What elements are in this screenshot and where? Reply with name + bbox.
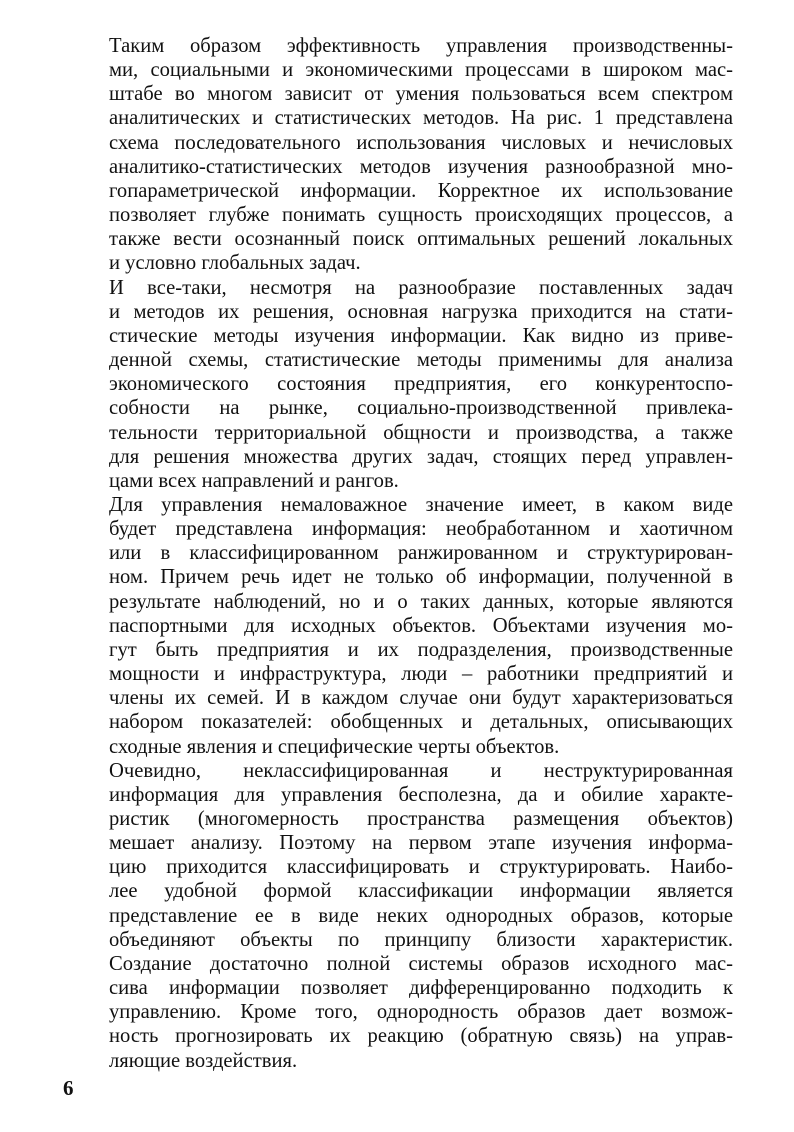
paragraph-3 xyxy=(63,493,733,759)
paragraph-1 xyxy=(63,34,733,276)
text-line: для решения множества других задач, стоящих перед управлен- xyxy=(109,445,733,468)
text-line: и условно глобальных задач. xyxy=(109,252,361,275)
text-line: штабе во многом зависит от умения пользоваться всем спектром xyxy=(109,83,733,106)
paragraph-2 xyxy=(63,276,733,493)
text-line: лее удобной формой классификации информации является xyxy=(109,880,733,903)
text-line: или в классифицированном ранжированном и структурирован- xyxy=(109,542,733,565)
text-line: стические методы изучения информации. Как видно из приве- xyxy=(109,324,733,347)
text-line: ляющие воздействия. xyxy=(109,1049,298,1072)
page-number: 6 xyxy=(63,1076,74,1100)
text-line: схема последовательного использования числовых и нечисловых xyxy=(109,131,733,154)
text-line: аналитико-статистических методов изучения разнообразной мно- xyxy=(109,155,733,178)
text-line: денной схемы, статистические методы применимы для анализа xyxy=(109,349,733,372)
text-line: сходные явления и специфические черты объектов. xyxy=(109,735,560,758)
document-body xyxy=(63,34,733,1073)
text-line: аналитических и статистических методов. На рис. 1 представлена xyxy=(109,107,733,130)
text-line: результате наблюдений, но и о таких данных, которые являются xyxy=(109,590,733,613)
text-line: и методов их решения, основная нагрузка приходится на стати- xyxy=(109,300,733,323)
text-line: гопараметрической информации. Корректное их использование xyxy=(109,179,733,202)
text-line: ном. Причем речь идет не только об информации, полученной в xyxy=(109,566,733,589)
text-line: Очевидно, неклассифицированная и неструктурированная xyxy=(109,759,733,782)
text-line: гут быть предприятия и их подразделения, производственные xyxy=(109,638,733,661)
text-line: информация для управления бесполезна, да и обилие характе- xyxy=(109,783,733,806)
text-line: мешает анализу. Поэтому на первом этапе изучения информа- xyxy=(109,832,733,855)
text-line: собности на рынке, социально-производственной привлека- xyxy=(109,397,733,420)
text-line: члены их семей. И в каждом случае они будут характеризоваться xyxy=(109,687,733,710)
text-line: будет представлена информация: необработанном и хаотичном xyxy=(109,518,733,541)
text-line: цами всех направлений и рангов. xyxy=(109,469,399,492)
text-line: Создание достаточно полной системы образов исходного мас- xyxy=(109,952,733,975)
text-line: также вести осознанный поиск оптимальных решений локальных xyxy=(109,228,733,251)
text-line: мощности и инфраструктура, люди – работники предприятий и xyxy=(109,663,733,686)
text-line: сива информации позволяет дифференцированно подходить к xyxy=(109,977,733,1000)
text-line: паспортными для исходных объектов. Объектами изучения мо- xyxy=(109,614,733,637)
text-line: И все-таки, несмотря на разнообразие поставленных задач xyxy=(109,276,733,299)
text-line: Таким образом эффективность управления производственны- xyxy=(109,35,733,57)
text-line: ми, социальными и экономическими процессами в широком мас- xyxy=(109,59,733,82)
text-line: цию приходится классифицировать и структурировать. Наибо- xyxy=(109,856,733,879)
text-line: Для управления немаловажное значение имеет, в каком виде xyxy=(109,493,733,516)
text-line: ристик (многомерность пространства размещения объектов) xyxy=(109,808,733,830)
text-line: ность прогнозировать их реакцию (обратную связь) на управ- xyxy=(109,1025,733,1048)
text-line: объединяют объекты по принципу близости характеристик. xyxy=(109,928,733,951)
text-line: набором показателей: обобщенных и детальных, описывающих xyxy=(109,711,733,734)
text-line: тельности территориальной общности и производства, а также xyxy=(109,421,733,444)
paragraph-4 xyxy=(63,759,733,1073)
text-line: представление ее в виде неких однородных образов, которые xyxy=(109,904,733,927)
text-line: позволяет глубже понимать сущность происходящих процессов, а xyxy=(109,204,733,227)
text-line: управлению. Кроме того, однородность образов дает возмож- xyxy=(109,1001,733,1024)
text-line: экономического состояния предприятия, его конкурентоспо- xyxy=(109,373,733,396)
